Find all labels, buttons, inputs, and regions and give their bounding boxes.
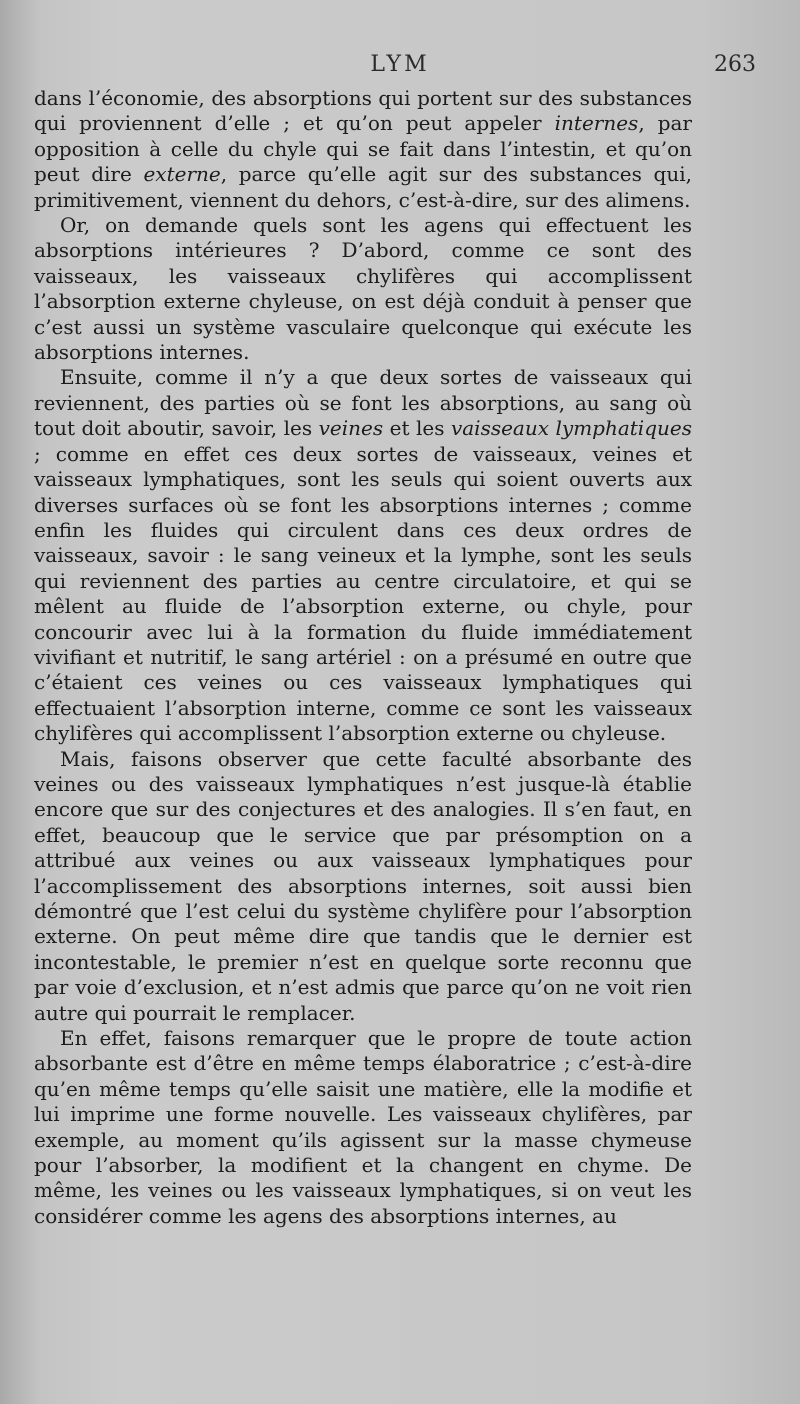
page-header	[0, 52, 800, 86]
running-title: LYM	[370, 52, 430, 77]
italic-term: vaisseaux lymphatiques	[450, 416, 692, 441]
paragraph	[34, 365, 692, 746]
body-text	[34, 86, 692, 1229]
text-run: Ensuite, comme il n’y a que deux sortes de vaisseaux qui reviennent, des parties où se font les absorptions, au sang où tout doit aboutir, savoir, les	[34, 365, 692, 441]
text-run: Or, on demande quels sont les agens qui effectuent les absorptions intérieures ? D’abord, comme ce sont des vaisseaux, les vaisseaux chylifères qui accomplissent l’absorption externe chyleuse, on est déjà conduit à penser que c’est aussi un système vasculaire quelconque qui exécute les absorptions internes.	[34, 213, 692, 365]
text-run: En effet, faisons remarquer que le propre de toute action absorbante est d’être en même temps élaboratrice ; c’est-à-dire qu’en même temps qu’elle saisit une matière, elle la modifie et lui imprime une forme nouvelle. Les vaisseaux chylifères, par exemple, au moment qu’ils agissent sur la masse chymeuse pour l’absorber, la modifient et la changent en chyme. De même, les veines ou les vaisseaux lymphatiques, si on veut les considérer comme les agens des absorptions internes, au	[34, 1026, 692, 1228]
text-run: Mais, faisons observer que cette faculté absorbante des veines ou des vaisseaux lymphatiques n’est jusque-là établie encore que sur des conjectures et des analogies. Il s’en faut, en effet, beaucoup que le service que par présomption on a attribué aux veines ou aux vaisseaux lymphatiques pour l’accomplissement des absorptions internes, soit aussi bien démontré que l’est celui du système chylifère pour l’absorption externe. On peut même dire que tandis que le dernier est incontestable, le premier n’est en quelque sorte reconnu que par voie d’exclusion, et n’est admis que parce qu’on ne voit rien autre qui pourrait le remplacer.	[34, 746, 692, 1025]
italic-term: veines	[318, 416, 384, 441]
text-run: , par opposition à celle du chyle qui se fait dans l’intestin, et qu’on peut dire	[34, 111, 692, 187]
paragraph	[34, 86, 692, 213]
paragraph	[34, 747, 692, 1026]
paragraph	[34, 1026, 692, 1229]
text-run: et les	[383, 416, 451, 441]
text-run: ; comme en effet ces deux sortes de vaisseaux, veines et vaisseaux lymphatiques, sont les seuls qui soient ouverts aux diverses surfaces où se font les absorptions internes ; comme enfin les fluides qui circulent dans ces deux ordres de vaisseaux, savoir : le sang veineux et la lymphe, sont les seuls qui reviennent des parties au centre circulatoire, et qui se mêlent au fluide de l’absorption externe, ou chyle, pour concourir avec lui à la formation du fluide immédiatement vivifiant et nutritif, le sang artériel : on a présumé en outre que c’étaient ces veines ou ces vaisseaux lymphatiques qui effectuaient l’absorption interne, comme ce sont les vaisseaux chylifères qui accomplissent l’absorption externe ou chyleuse.	[34, 441, 692, 746]
paragraph	[34, 213, 692, 365]
italic-term: internes	[554, 111, 639, 136]
text-run: dans l’économie, des absorptions qui portent sur des substances qui proviennent d’elle ; et qu’on peut appeler	[34, 86, 692, 136]
text-run: , parce qu’elle agit sur des substances qui, primitivement, viennent du dehors, c’est-à-dire, sur des alimens.	[34, 162, 692, 212]
italic-term: externe	[143, 162, 221, 187]
page-number: 263	[714, 52, 756, 77]
